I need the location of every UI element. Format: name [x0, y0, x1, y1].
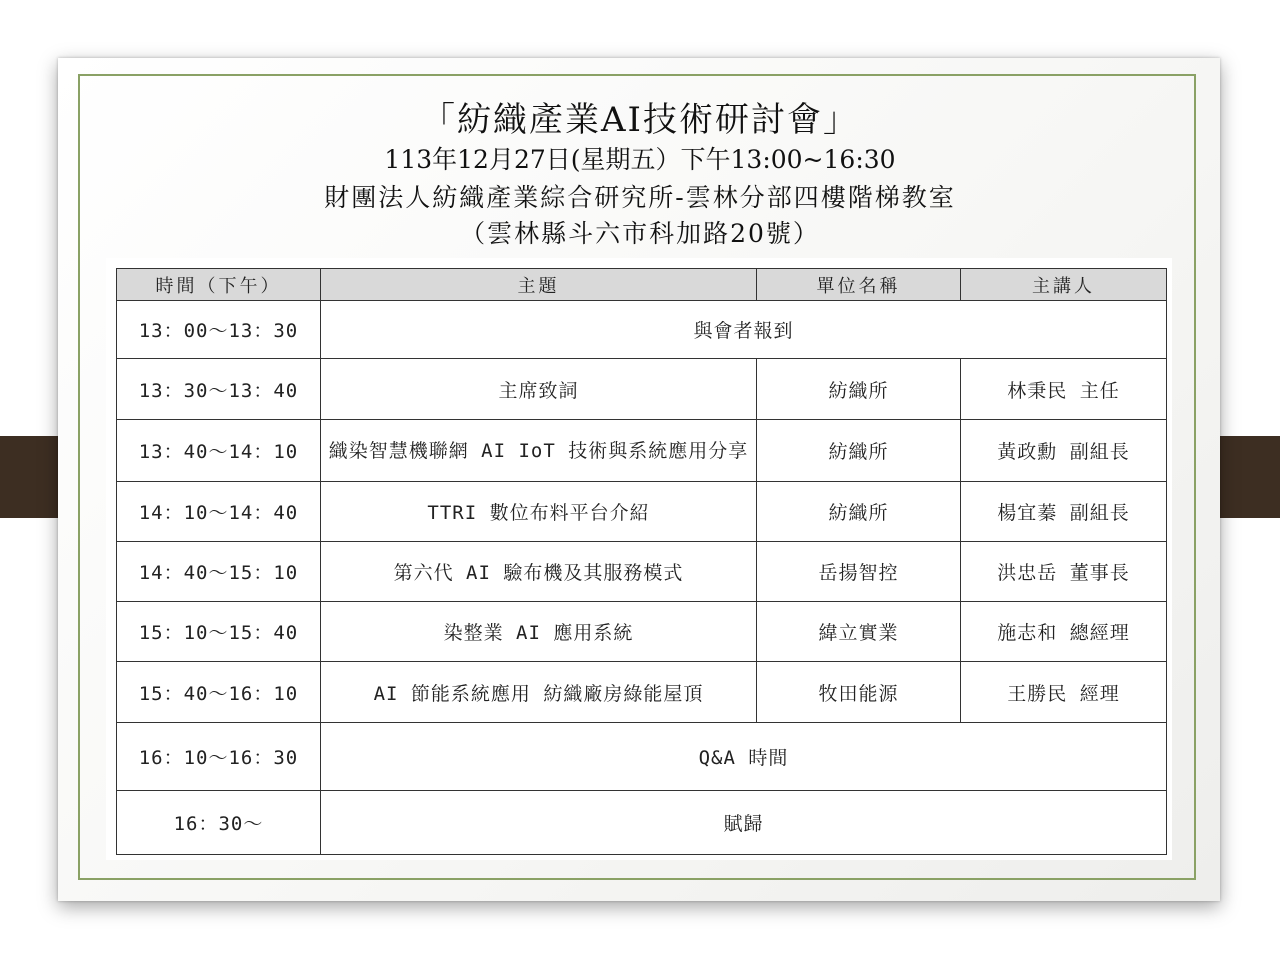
agenda-topic: 賦歸 [321, 791, 1167, 855]
agenda-row [117, 359, 1167, 420]
seminar-title: 「紡織產業AI技術研討會」 [421, 100, 859, 140]
header-time: 時間（下午） [117, 269, 321, 301]
seminar-address: （雲林縣斗六市科加路20號） [460, 219, 820, 248]
agenda-topic: Q&A 時間 [321, 723, 1167, 791]
agenda-time: 16：30～ [117, 791, 321, 855]
header-unit: 單位名稱 [757, 269, 961, 301]
agenda-row [117, 482, 1167, 542]
agenda-time: 13：30～13：40 [117, 359, 321, 420]
seminar-venue: 財團法人紡織產業綜合研究所-雲林分部四樓階梯教室 [324, 183, 956, 212]
agenda-topic: TTRI 數位布料平台介紹 [321, 482, 757, 542]
agenda-speaker: 楊宜蓁 副組長 [961, 482, 1167, 542]
agenda-time: 14：10～14：40 [117, 482, 321, 542]
agenda-time: 15：40～16：10 [117, 662, 321, 723]
agenda-speaker: 王勝民 經理 [961, 662, 1167, 723]
agenda-time: 16：10～16：30 [117, 723, 321, 791]
agenda-speaker: 林秉民 主任 [961, 359, 1167, 420]
seminar-date: 113年12月27日(星期五）下午13:00~16:30 [384, 145, 896, 174]
agenda-header-row [117, 269, 1167, 301]
agenda-time: 14：40～15：10 [117, 542, 321, 602]
agenda-speaker: 黃政勳 副組長 [961, 420, 1167, 482]
agenda-row [117, 301, 1167, 359]
agenda-topic: 與會者報到 [321, 301, 1167, 359]
agenda-topic: 主席致詞 [321, 359, 757, 420]
agenda-topic: 染整業 AI 應用系統 [321, 602, 757, 662]
agenda-unit: 牧田能源 [757, 662, 961, 723]
agenda-row [117, 420, 1167, 482]
header-topic: 主題 [321, 269, 757, 301]
agenda-row [117, 662, 1167, 723]
agenda-unit: 緯立實業 [757, 602, 961, 662]
agenda-topic: 織染智慧機聯網 AI IoT 技術與系統應用分享 [321, 420, 757, 482]
agenda-speaker: 施志和 總經理 [961, 602, 1167, 662]
agenda-unit: 紡織所 [757, 482, 961, 542]
agenda-topic: AI 節能系統應用 紡織廠房綠能屋頂 [321, 662, 757, 723]
agenda-unit: 紡織所 [757, 359, 961, 420]
agenda-time: 13：00～13：30 [117, 301, 321, 359]
agenda-row [117, 723, 1167, 791]
agenda-row [117, 542, 1167, 602]
agenda-time: 13：40～14：10 [117, 420, 321, 482]
agenda-topic: 第六代 AI 驗布機及其服務模式 [321, 542, 757, 602]
agenda-table [116, 268, 1167, 855]
agenda-speaker: 洪忠岳 董事長 [961, 542, 1167, 602]
agenda-unit: 岳揚智控 [757, 542, 961, 602]
agenda-row [117, 791, 1167, 855]
header-speaker: 主講人 [961, 269, 1167, 301]
agenda-time: 15：10～15：40 [117, 602, 321, 662]
agenda-row [117, 602, 1167, 662]
agenda-unit: 紡織所 [757, 420, 961, 482]
